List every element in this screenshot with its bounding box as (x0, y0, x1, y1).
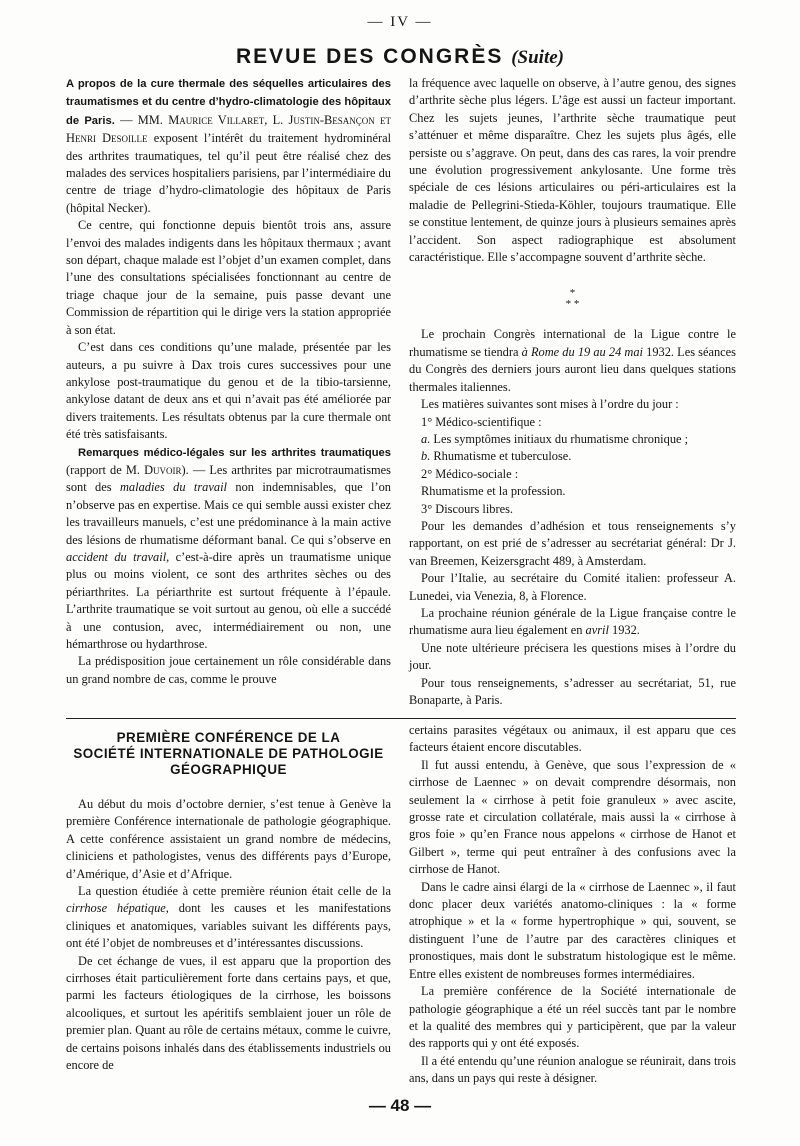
article-paragraph: La question étudiée à cette première réunion était celle de la cirrhose hépatique, dont les causes et les manifestations cliniques et anatomiques, variables suivant les différents pays, ont été l’objet de nombreuses et d’intéressantes discussions. (66, 884, 391, 951)
conference-title: PREMIÈRE CONFÉRENCE DE LA SOCIÉTÉ INTERNATIONALE DE PATHOLOGIE GÉOGRAPHIQUE (73, 730, 384, 777)
list-item: 1° Médico-scientifique : (421, 414, 542, 429)
roman-page-marker: — IV — (367, 14, 433, 30)
list-item: 2° Médico-sociale : (421, 466, 519, 481)
article-paragraph: Il a été entendu qu’une réunion analogue se réunirait, dans trois ans, dans un pays qui reste à désigner. (409, 1053, 736, 1086)
article-title: Remarques médico-légales sur les arthrites traumatiques (78, 446, 391, 459)
list-item: 3° Discours libres. (421, 501, 514, 516)
article-paragraph: La prochaine réunion générale de la Ligue française contre le rhumatisme aura lieu également en avril 1932. (409, 605, 736, 638)
section-subtitle: (Suite) (511, 47, 564, 68)
article-paragraph: Une note ultérieure précisera les questions mises à l’ordre du jour. (409, 640, 736, 673)
article-paragraph: Pour l’Italie, au secrétaire du Comité italien: professeur A. Lunedei, via Venezia, 8, à Florence. (409, 571, 736, 603)
column-bottom-right (409, 722, 736, 1088)
article-paragraph: Le prochain Congrès international de la Ligue contre le rhumatisme se tiendra à Rome du 19 au 24 mai 1932. Les séances du Congrès des derniers jours auront lieu dans quelques stations thermales italiennes. (409, 327, 736, 394)
article-paragraph: Pour tous renseignements, s’adresser au secrétariat, 51, rue Bonaparte, à Paris. (409, 675, 736, 707)
list-item: b. Rhumatisme et tuberculose. (421, 449, 572, 464)
section-title: REVUE DES CONGRÈS (235, 45, 504, 68)
column-bottom-left (66, 730, 391, 1075)
article-paragraph: La prédisposition joue certainement un rôle considérable dans un grand nombre de cas, comme le prouve (66, 654, 391, 686)
article-paragraph: De cet échange de vues, il est apparu que la proportion des cirrhoses était particulièrement forte dans certains pays, et que, parmi les facteurs étiologiques de la cirrhose, les boissons alcooliques, et surtout les apéritifs semblaient jouer un rôle de premier plan. Quant au rôle de certains métaux, comme le cuivre, de certains poisons inhalés dans des établissements industriels ou encore de (66, 953, 391, 1073)
article-paragraph: Il fut aussi entendu, à Genève, que sous l’expression de « cirrhose de Laennec » on devait comprendre désormais, non seulement la « cirrhose à petit foie granuleux » avec ascite, grosse rate et circulation collatérale, mais aussi la « cirrhose à gros foie » qu’en France nous appelons « cirrhose de Hanot et Gilbert », terme qui peut entraîner à des confusions avec la cirrhose de Hanot. (409, 757, 736, 877)
list-item: a. Les symptômes initiaux du rhumatisme chronique ; (421, 431, 689, 446)
article-authors: Duvoir (144, 462, 182, 477)
article-paragraph: A propos de la cure thermale des séquelles articulaires des traumatismes et du centre d’hydro-climatologie des hôpitaux de Paris. — MM. Maurice Villaret, L. Justin-Besançon et Henri Desoille exposent l’intérêt du traitement hydrominéral des arthrites traumatiques, tel qu’il peut être réalisé chez des malades des services hospitaliers parisiens, par l’intermédiaire du centre de triage d’hydro-climatologie des hôpitaux de Paris (hôpital Necker). (66, 78, 392, 215)
list-item: Rhumatisme et la profession. (421, 484, 566, 499)
article-title: A propos de la cure thermale des séquelles articulaires des traumatismes et du centre d’hydro-climatologie des hôpitaux de Paris. (66, 78, 391, 127)
column-top-right (409, 75, 736, 709)
article-paragraph: C’est dans ces conditions qu’une malade, présentée par les auteurs, a pu suivre à Dax trois cures successives pour une ankylose post-traumatique du genou et de la tibio-tarsienne, ankylose datant de deux ans et qui n’avait pas été améliorée par divers traitements. Les résultats obtenus par la cure thermale ont été très satisfaisants. (66, 340, 391, 442)
article-paragraph: Pour les demandes d’adhésion et tous renseignements s’y rapportant, on est prié de s’adresser au secrétariat général: Dr J. van Breemen, Keizersgracht 489, à Amsterdam. (409, 518, 736, 568)
section-header (0, 45, 800, 69)
asterism: * * * (565, 287, 580, 311)
article-paragraph: Remarques médico-légales sur les arthrites traumatiques (rapport de M. Duvoir). — Les arthrites par microtraumatismes sont des maladies du travail non indemnisables, que l’on n’observe pas en expertise. Mais ce qui semble aussi exister chez les travailleurs manuels, c’est une prédominance à la main active des lésions de rhumatisme déformant banal. Ce qui s’observe en accident du travail, c’est-à-dire après un traumatisme unique plus ou moins violent, ce sont des arthrites sèches ou des périarthrites. La périarthrite est surtout fréquente à l’épaule. L’arthrite traumatique se voit surtout au genou, où elle a succédé à une contusion, avec, intermédiairement ou non, une hémarthrose ou hydarthrose. (66, 446, 391, 651)
article-paragraph: Ce centre, qui fonctionne depuis bientôt trois ans, assure l’envoi des malades indigents dans les hôpitaux thermaux ; avant son départ, chaque malade est l’objet d’un examen complet, dans l’une des consultations spécialisées fonctionnant au centre de triage chaque jour de la semaine, puis passe devant une Commission de répartition qui le dirige vers la station appropriée à son état. (66, 218, 391, 337)
article-paragraph: Les matières suivantes sont mises à l’ordre du jour : (421, 397, 679, 412)
agenda-list (409, 414, 736, 518)
column-top-left (66, 75, 391, 688)
article-paragraph: la fréquence avec laquelle on observe, à l’autre genou, des signes d’arthrite sèche plus légers. L’âge est aussi un facteur important. Chez les sujets jeunes, l’arthrite sèche traumatique peut s’atténuer et même disparaître. Chez les sujets plus âgés, elle persiste ou s’aggrave. On peut, dans des cas rares, la voir prendre une évolution progressivement ankylosante. Une forme très spéciale de ces lésions articulaires ou péri-articulaires est la maladie de Pellegrini-Stieda-Köhler, toujours traumatique. Elle se constitue lentement, de quinze jours à plusieurs semaines après l’accident. Son aspect radiographique est absolument caractéristique. Elle s’accompagne souvent d’arthrite sèche. (409, 76, 736, 265)
section-divider (66, 718, 736, 719)
article-paragraph: certains parasites végétaux ou animaux, il est apparu que ces facteurs étaient encore discutables. (409, 723, 736, 755)
page-number: — 48 — (368, 1096, 432, 1115)
article-paragraph: Dans le cadre ainsi élargi de la « cirrhose de Laennec », il faut donc placer deux variétés anatomo-cliniques : la « forme atrophique » et la « forme hypertrophique » qui, souvent, se distinguent l’une de l’autre par des caractères cliniques et pronostiques, mais dont le substratum histologique est le même. Entre elles existent de nombreuses formes intermédiaires. (409, 879, 736, 981)
article-authors: Maurice Villaret, L. Justin-Besançon et Henri Desoille (66, 112, 391, 146)
article-paragraph: Au début du mois d’octobre dernier, s’est tenue à Genève la première Conférence internationale de pathologie géographique. A cette conférence assistaient un grand nombre de médecins, cliniciens et pathologistes, venus des différents pays d’Europe, d’Amérique, d’Asie et d’Afrique. (66, 797, 391, 881)
article-paragraph: La première conférence de la Société internationale de pathologie géographique a été un réel succès tant par le nombre et la qualité des membres qui y participèrent, que par la valeur des rapports qui y ont été exposés. (409, 984, 736, 1051)
